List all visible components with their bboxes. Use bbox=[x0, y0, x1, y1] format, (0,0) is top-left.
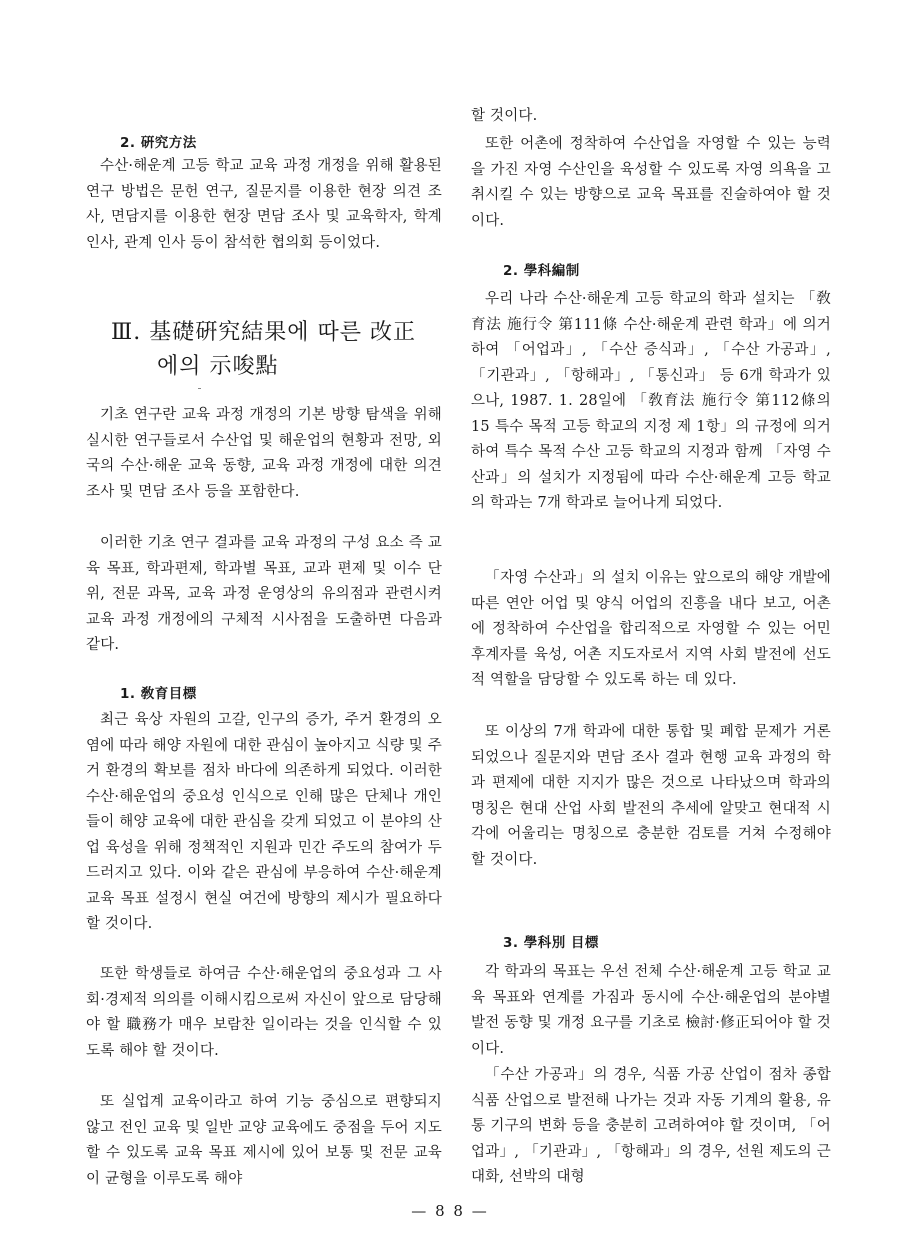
paragraph-dept-goal-1: 각 학과의 목표는 우선 전체 수산·해운계 고등 학교 교육 목표와 연계를 가짐과 동시에 수산·해운업의 분야별 발전 동향 및 개정 요구를 기초로 檢討·修正되어야 할 것이다. bbox=[471, 964, 831, 1057]
paragraph-dept-goal-2: 「수산 가공과」의 경우, 식품 가공 산업이 점차 종합 식품 산업으로 발전해 나가는 것과 자동 기계의 활용, 유통 기구의 변화 등을 충분히 고려하여야 할 것이며, 「어업과」, 「기관과」, 「항해과」의 경우, 선원 제도의 근대화, 선박의 대형 bbox=[471, 1067, 831, 1185]
section-heading-dept-goal: 3. 學科別 目標 bbox=[503, 935, 599, 951]
paragraph-goal-2: 또한 학생들로 하여금 수산·해운업의 중요성과 그 사회·경제적 의의를 이해시킴으로써 자신이 앞으로 담당해야 할 職務가 매우 보람찬 일이라는 것을 인식할 수 있도록 해야 할 것이다. bbox=[86, 966, 442, 1059]
chapter-title-line-2: 에의 示唆點 bbox=[157, 354, 279, 379]
paragraph-intro-2: 이러한 기초 연구 결과를 교육 과정의 구성 요소 즉 교육 목표, 학과편제, 학과별 목표, 교과 편제 및 이수 단위, 전문 과목, 교육 과정 운영상의 유의점과 관련시켜 교육 과정 개정에의 구체적 시사점을 도출하면 다음과 같다. bbox=[86, 535, 442, 653]
section-heading-edu-goal: 1. 敎育目標 bbox=[120, 686, 197, 702]
paragraph-dept-1: 우리 나라 수산·해운계 고등 학교의 학과 설치는 「敎育法 施行令 第111條 수산·해운계 관련 학과」에 의거하여 「어업과」, 「수산 증식과」, 「수산 가공과」, 「기관과」, 「항해과」, 「통신과」 등 6개 학과가 있으나, 1987. 1. 28일에 「敎育法 施行令 第112條의 15 특수 목적 고등 학교의 지정 제 1항」의 규정에 의거하여 특수 목적 수산 고등 학교의 지정과 함께 「자영 수산과」의 설치가 지정됨에 따라 수산·해운계 고등 학교의 학과는 7개 학과로 늘어나게 되었다. bbox=[471, 291, 831, 511]
chapter-title bbox=[111, 316, 416, 384]
page-number: — 8 8 — bbox=[411, 1202, 489, 1220]
paragraph-dept-3: 또 이상의 7개 학과에 대한 통합 및 폐합 문제가 거론되었으나 질문지와 면담 조사 결과 현행 교육 과정의 학과 편제에 대한 지지가 많은 것으로 나타났으며 학과의 명칭은 현대 산업 사회 발전의 추세에 알맞고 현대적 시각에 어울리는 명칭으로 충분한 검토를 거쳐 수정해야 할 것이다. bbox=[471, 724, 831, 868]
paragraph-goal-1: 최근 육상 자원의 고갈, 인구의 증가, 주거 환경의 오염에 따라 해양 자원에 대한 관심이 높아지고 식량 및 주거 환경의 확보를 점차 바다에 의존하게 되었다. 이러한 수산·해운업의 중요성 인식으로 인해 많은 단체나 개인들이 해양 교육에 대한 관심을 갖게 되었고 이 분야의 산업 육성을 위해 정책적인 지원과 민간 주도의 참여가 두드러지고 있다. 이와 같은 관심에 부응하여 수산·해운계 교육 목표 설정시 현실 여건에 방향의 제시가 필요하다 할 것이다. bbox=[86, 712, 442, 932]
chapter-title-line-1: Ⅲ. 基礎硏究結果에 따른 改正 bbox=[111, 320, 416, 345]
paragraph-dept-2: 「자영 수산과」의 설치 이유는 앞으로의 해양 개발에 따른 연안 어업 및 양식 어업의 진흥을 내다 보고, 어촌에 정착하여 수산업을 합리적으로 자영할 수 있는 어민 후계자를 육성, 어촌 지도자로서 지역 사회 발전에 선도적 역할을 담당할 수 있도록 하는 데 있다. bbox=[471, 570, 831, 688]
paragraph-continuation: 할 것이다. bbox=[471, 108, 538, 124]
section-heading-research-method: 2. 硏究方法 bbox=[120, 135, 197, 151]
section-heading-dept: 2. 學科編制 bbox=[503, 263, 580, 279]
paragraph-goal-3: 또 실업계 교육이라고 하여 기능 중심으로 편향되지 않고 전인 교육 및 일반 교양 교육에도 중점을 두어 지도할 수 있도록 교육 목표 제시에 있어 보통 및 전문 교육이 균형을 이루도록 해야 bbox=[86, 1094, 442, 1187]
paragraph-intro-1: 기초 연구란 교육 과정 개정의 기본 방향 탐색을 위해 실시한 연구들로서 수산업 및 해운업의 현황과 전망, 외국의 수산·해운 교육 동향, 교육 과정 개정에 대한 의견 조사 및 면담 조사 등을 포함한다. bbox=[86, 407, 442, 500]
paragraph-research-method: 수산·해운계 고등 학교 교육 과정 개정을 위해 활용된 연구 방법은 문헌 연구, 질문지를 이용한 현장 의견 조사, 면담지를 이용한 현장 면담 조사 및 교육학자, 학계 인사, 관계 인사 등이 참석한 협의회 등이었다. bbox=[86, 158, 442, 251]
divider-mark bbox=[198, 388, 201, 389]
paragraph-goal-4: 또한 어촌에 정착하여 수산업을 자영할 수 있는 능력을 가진 자영 수산인을 육성할 수 있도록 자영 의욕을 고취시킬 수 있는 방향으로 교육 목표를 진술하여야 할 것이다. bbox=[471, 136, 831, 229]
